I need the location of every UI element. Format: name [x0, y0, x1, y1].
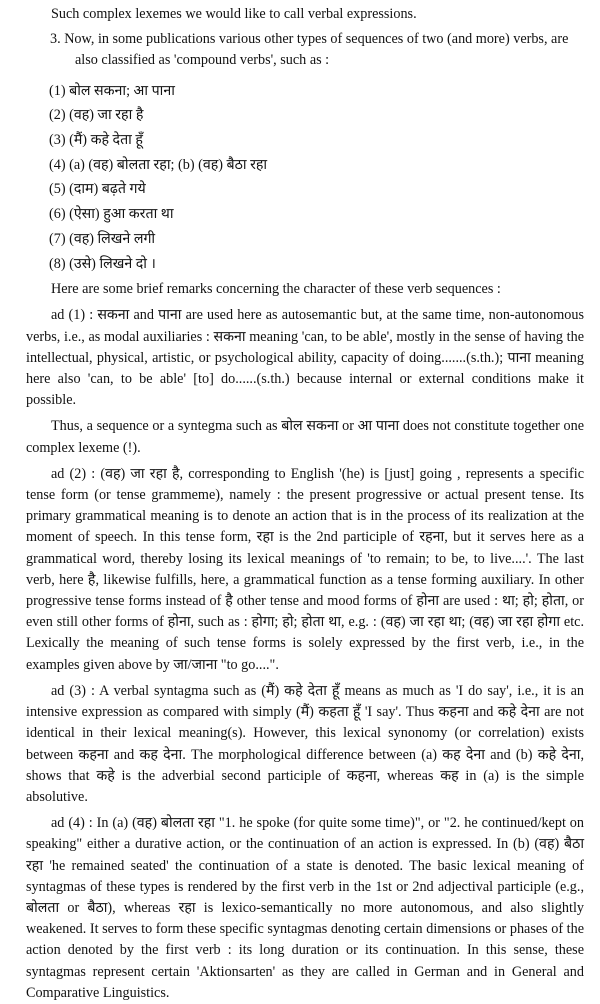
- remarks-intro-paragraph: Here are some brief remarks concerning the character of these verb sequences :: [51, 281, 501, 298]
- example-item: (6) (ऐसा) हुआ करता था: [49, 206, 174, 223]
- point-3-paragraph: 3. Now, in some publications various other types of sequences of two (and more) verbs, are also classified as 'compound verbs', such as :: [50, 31, 569, 69]
- ad-3-paragraph: ad (3) : A verbal syntagma such as (मैं) कहे देता हूँ means as much as 'I do say', i.e., it is an intensive expression as compared with simply (मैं) कहता हूँ 'I say'. Thus कहना and कहे देना are not identical in their lexical meaning(s). However, this lexical synonomy (or correlation) exists between कहना and कह देना. The morphological difference between (a) कह देना and (b) कहे देना, shows that कहे is the adverbial second participle of कहना, whereas कह in (a) is the simple absolutive.: [26, 682, 584, 805]
- intro-paragraph: Such complex lexemes we would like to call verbal expressions.: [51, 6, 417, 22]
- example-item: (5) (दाम) बढ़ते गये: [49, 181, 146, 198]
- example-item: (1) बोल सकना; आ पाना: [49, 82, 175, 99]
- thus-paragraph: Thus, a sequence or a syntegma such as बोल सकना or आ पाना does not constitute together one complex lexeme (!).: [26, 418, 584, 456]
- ad-1-paragraph: ad (1) : सकना and पाना are used here as autosemantic but, at the same time, non-autonomous verbs, i.e., as modal auxiliaries : सकना meaning 'can, to be able', mostly in the sense of having the intellectual, physical, artistic, or psychological ability, capacity of doing.......(s.th.); पाना meaning here also 'can, to be able' [to] do......(s.th.) because internal or external conditions make it possible.: [26, 307, 584, 409]
- ad-2-paragraph: ad (2) : (वह) जा रहा है, corresponding to English '(he) is [just] going , represents a specific tense form (or tense grammeme), namely : the present progressive or actual present tense. Its primary grammatical meaning is to denote an action that is in the process of its realization at the moment of speech. In this tense form, रहा is the 2nd participle of रहना, but it serves here as a grammatical word, thereby losing its lexical meanings of 'to remain; to be, to live....'. The last verb, here है, likewise fulfills, here, a grammatical function as a tense forming auxiliary. In other progressive tense forms instead of है other tense and mood forms of होना are used : था; हो; होता, or even still other forms of होना, such as : होगा; हो; होता था, e.g. : (वह) जा रहा था; (वह) जा रहा होगा etc. Lexically the meaning of such tense forms is solely expressed by the first verb, i.e., in the examples given above by जा/जाना "to go....".: [26, 465, 584, 673]
- document-page: [26, 4, 584, 1004]
- example-list: [26, 79, 584, 277]
- example-item: (2) (वह) जा रहा है: [49, 107, 144, 124]
- example-item: (4) (a) (वह) बोलता रहा; (b) (वह) बैठा रहा: [49, 156, 268, 173]
- ad-4-paragraph: ad (4) : In (a) (वह) बोलता रहा "1. he spoke (for quite some time)", or "2. he continued/kept on speaking" either a durative action, or the continuation of an action is expressed. In (b) (वह) बैठा रहा 'he remained seated' the continuation of a state is denoted. The basic lexical meaning of syntagmas of these types is rendered by the first verb in the 1st or 2nd adjectival participle (e.g., बोलता or बैठा), whereas रहा is lexico-semantically no more autonomous, and also slightly weakened. It serves to form these specific syntagmas denoting certain dimensions or phases of the action denoted by the first verb : its long duration or its continuation. In this sense, these syntagmas represent certain 'Aktionsarten' as they are called in German and in General and Comparative Linguistics.: [26, 815, 584, 1001]
- example-item: (7) (वह) लिखने लगी: [49, 230, 156, 247]
- example-item: (8) (उसे) लिखने दो ।: [49, 255, 156, 272]
- example-item: (3) (मैं) कहे देता हूँ: [49, 132, 143, 149]
